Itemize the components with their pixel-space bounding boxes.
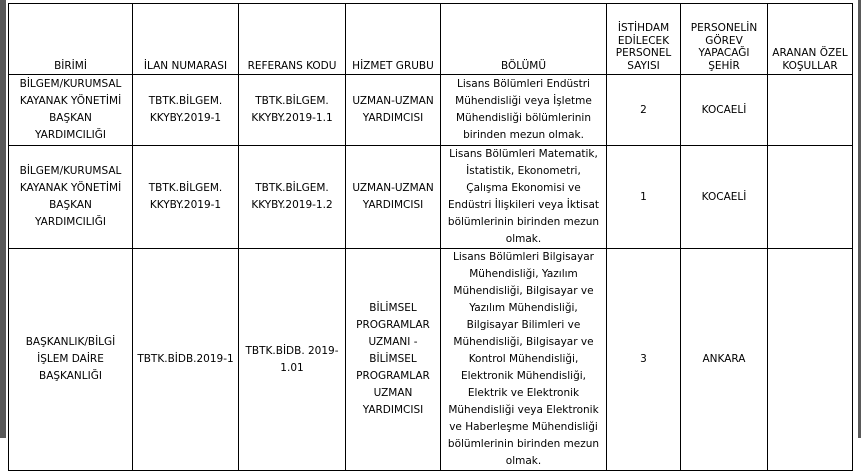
cell-reference-code: TBTK.BİDB. 2019-1.01: [239, 249, 346, 471]
job-listing-table: [8, 3, 853, 471]
cell-ilan-number: TBTK.BİLGEM. KKYBY.2019-1: [133, 146, 239, 249]
cell-department: Lisans Bölümleri Matematik, İstatistik, Ekonometri, Çalışma Ekonomisi ve Endüstri İlişkileri veya İktisat bölümlerinin birinden mezun olmak.: [441, 146, 607, 249]
header-personnel-count: İSTİHDAM EDİLECEK PERSONEL SAYISI: [607, 4, 681, 75]
header-service-group: HİZMET GRUBU: [346, 4, 441, 75]
cell-city: KOCAELİ: [681, 146, 768, 249]
table-row: [9, 75, 853, 146]
header-ilan-number: İLAN NUMARASI: [133, 4, 239, 75]
cell-city: ANKARA: [681, 249, 768, 471]
cell-department: Lisans Bölümleri Bilgisayar Mühendisliği, Yazılım Mühendisliği, Bilgisayar ve Yazılım Mühendisliği, Bilgisayar Bilimleri ve Mühendisliği, Bilgisayar ve Kontrol Mühendisliği, Elektronik Mühendisliği, Elektrik ve Elektronik Mühendisliği veya Elektronik ve Haberleşme Mühendisliği bölümlerinin birinden mezun olmak.: [441, 249, 607, 471]
header-city: PERSONELİN GÖREV YAPACAĞI ŞEHİR: [681, 4, 768, 75]
table-row: [9, 146, 853, 249]
cell-special-conditions: [768, 75, 853, 146]
header-unit: BİRİMİ: [9, 4, 133, 75]
cell-personnel-count: 1: [607, 146, 681, 249]
window-border-left: [0, 0, 6, 438]
cell-unit: BAŞKANLIK/BİLGİ İŞLEM DAİRE BAŞKANLIĞI: [9, 249, 133, 471]
cell-reference-code: TBTK.BİLGEM. KKYBY.2019-1.2: [239, 146, 346, 249]
header-department: BÖLÜMÜ: [441, 4, 607, 75]
header-special-conditions: ARANAN ÖZEL KOŞULLAR: [768, 4, 853, 75]
cell-unit: BİLGEM/KURUMSAL KAYANAK YÖNETİMİ BAŞKAN YARDIMCILIĞI: [9, 75, 133, 146]
cell-unit: BİLGEM/KURUMSAL KAYANAK YÖNETİMİ BAŞKAN YARDIMCILIĞI: [9, 146, 133, 249]
cell-city: KOCAELİ: [681, 75, 768, 146]
cell-department: Lisans Bölümleri Endüstri Mühendisliği veya İşletme Mühendisliği bölümlerinin birinden mezun olmak.: [441, 75, 607, 146]
cell-personnel-count: 2: [607, 75, 681, 146]
cell-personnel-count: 3: [607, 249, 681, 471]
table-header-row: [9, 4, 853, 75]
cell-ilan-number: TBTK.BİDB.2019-1: [133, 249, 239, 471]
table-row: [9, 249, 853, 471]
cell-service-group: UZMAN-UZMAN YARDIMCISI: [346, 146, 441, 249]
cell-special-conditions: [768, 146, 853, 249]
cell-ilan-number: TBTK.BİLGEM. KKYBY.2019-1: [133, 75, 239, 146]
header-reference-code: REFERANS KODU: [239, 4, 346, 75]
cell-service-group: UZMAN-UZMAN YARDIMCISI: [346, 75, 441, 146]
cell-reference-code: TBTK.BİLGEM. KKYBY.2019-1.1: [239, 75, 346, 146]
cell-service-group: BİLİMSEL PROGRAMLAR UZMANI - BİLİMSEL PROGRAMLAR UZMAN YARDIMCISI: [346, 249, 441, 471]
cell-special-conditions: [768, 249, 853, 471]
